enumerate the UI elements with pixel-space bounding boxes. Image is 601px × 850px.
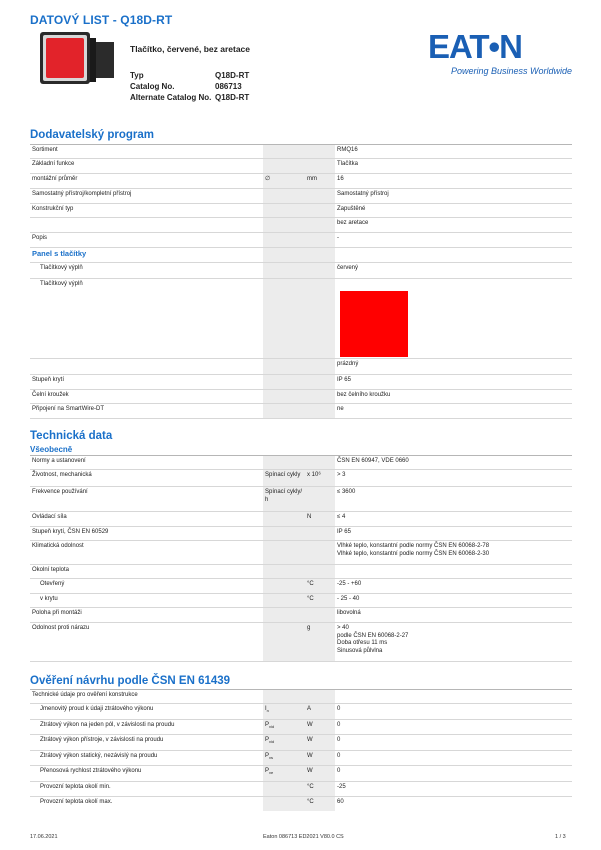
row-value: červený xyxy=(337,265,359,271)
row-value: Zapuštěné xyxy=(337,206,366,212)
row-label: v krytu xyxy=(40,596,58,602)
table-row xyxy=(30,218,572,233)
table-row xyxy=(30,527,572,541)
row-unit xyxy=(305,279,335,358)
row-label: Tlačítkový výplň xyxy=(40,265,83,271)
row-unit xyxy=(305,359,335,374)
row-unit xyxy=(305,159,335,173)
row-symbol xyxy=(263,263,305,278)
row-unit: g xyxy=(305,623,335,661)
info-value: Q18D-RT xyxy=(215,71,250,80)
footer-doc-id: Eaton 086713 ED2021 V80.0 CS xyxy=(263,834,344,840)
row-unit xyxy=(305,690,335,703)
table-row xyxy=(30,159,572,174)
value-line: Doba otřesu 11 ms xyxy=(337,640,388,646)
row-symbol: $P_{ve}$ xyxy=(263,766,305,781)
row-value: prázdný xyxy=(337,361,359,367)
row-label: Základní funkce xyxy=(32,161,75,167)
row-value: 60 xyxy=(337,799,344,805)
logo-tagline: Powering Business Worldwide xyxy=(451,66,573,76)
row-label xyxy=(30,359,263,374)
table-row xyxy=(30,375,572,390)
table-row xyxy=(30,487,572,512)
table-row xyxy=(30,279,572,359)
row-value: 0 xyxy=(337,737,341,743)
row-unit: °C xyxy=(305,579,335,593)
row-unit xyxy=(305,263,335,278)
row-unit xyxy=(305,189,335,203)
row-unit xyxy=(305,456,335,469)
row-value: 0 xyxy=(337,753,341,759)
row-unit xyxy=(305,608,335,622)
row-value xyxy=(335,565,572,578)
row-unit xyxy=(305,218,335,232)
row-value xyxy=(335,541,572,564)
table-row xyxy=(30,623,572,662)
row-label: Jmenovitý proud k údaji ztrátového výkonu xyxy=(40,706,154,712)
row-value: -25 xyxy=(337,784,346,790)
table-row xyxy=(30,608,572,623)
row-symbol xyxy=(263,145,305,158)
table-row xyxy=(30,690,572,704)
row-unit: W xyxy=(305,751,335,765)
row-symbol xyxy=(263,248,305,262)
table-row xyxy=(30,782,572,797)
row-symbol: $P_{vid}$ xyxy=(263,735,305,750)
row-value: 16 xyxy=(337,176,344,182)
row-unit: °C xyxy=(305,797,335,811)
row-label: Životnost, mechanická xyxy=(32,472,92,478)
footer-date: 17.06.2021 xyxy=(30,834,58,840)
row-symbol xyxy=(263,579,305,593)
row-label: Stupeň krytí, ČSN EN 60529 xyxy=(32,529,109,535)
row-unit: °C xyxy=(305,594,335,607)
row-label: Frekvence používání xyxy=(32,489,88,495)
row-label: Okolní teplota xyxy=(32,567,70,573)
row-value xyxy=(335,248,572,262)
row-value: - 25 - 40 xyxy=(337,596,360,602)
row-value: ≤ 3600 xyxy=(337,489,356,495)
row-label: Ztrátový výkon přístroje, v závislosti na proudu xyxy=(40,737,164,743)
section-title-technical: Technická data xyxy=(30,430,113,442)
section-title-supplier: Dodavatelský program xyxy=(30,129,154,141)
footer-page-number: 1 / 3 xyxy=(555,834,566,840)
section-title-verification: Ověření návrhu podle ČSN EN 61439 xyxy=(30,675,231,687)
row-symbol xyxy=(263,204,305,217)
row-label: Ztrátový výkon na jeden pól, v závislosti na proudu xyxy=(40,722,175,728)
row-symbol xyxy=(263,233,305,247)
table-row xyxy=(30,751,572,766)
product-description: Tlačítko, červené, bez aretace xyxy=(130,44,251,54)
row-label: Připojení na SmartWire-DT xyxy=(32,406,105,412)
row-value: libovolná xyxy=(337,610,361,616)
row-unit xyxy=(305,233,335,247)
row-label: Provozní teplota okolí max. xyxy=(40,799,113,805)
row-symbol xyxy=(263,608,305,622)
value-line: Sinusová půlvlna xyxy=(337,647,383,654)
row-label: Samostatný přístroj/kompletní přístroj xyxy=(32,191,132,197)
row-unit xyxy=(305,527,335,540)
row-unit: mm xyxy=(305,174,335,188)
row-value: 0 xyxy=(337,768,341,774)
row-symbol xyxy=(263,565,305,578)
table-row xyxy=(30,594,572,608)
row-value: bez čelního kroužku xyxy=(337,392,391,398)
row-unit xyxy=(305,204,335,217)
row-label: Otevřený xyxy=(40,581,65,587)
table-row xyxy=(30,470,572,487)
row-value: 0 xyxy=(337,722,341,728)
row-label xyxy=(30,218,263,232)
row-symbol xyxy=(263,359,305,374)
row-symbol xyxy=(263,390,305,403)
info-key: Typ xyxy=(130,71,144,80)
row-value: > 3 xyxy=(337,472,346,478)
row-symbol xyxy=(263,623,305,661)
row-value: 0 xyxy=(337,706,341,712)
value-line: > 40 xyxy=(337,625,349,631)
row-value: Tlačítka xyxy=(337,161,359,167)
row-symbol: ∅ xyxy=(263,174,305,188)
product-image xyxy=(38,30,116,88)
row-unit: x 10⁶ xyxy=(305,470,335,486)
row-unit: W xyxy=(305,735,335,750)
row-symbol xyxy=(263,782,305,796)
table-row xyxy=(30,248,572,263)
row-unit: A xyxy=(305,704,335,719)
row-symbol xyxy=(263,541,305,564)
row-label: Sortiment xyxy=(32,147,58,153)
table-row xyxy=(30,359,572,375)
row-label: Tlačítkový výplň xyxy=(40,281,83,287)
row-symbol xyxy=(263,456,305,469)
row-unit xyxy=(305,248,335,262)
row-label: montážní průměr xyxy=(32,176,78,182)
row-value: ČSN EN 60947, VDE 0660 xyxy=(337,458,409,464)
row-label: Popis xyxy=(32,235,48,241)
table-row xyxy=(30,541,572,565)
row-unit xyxy=(305,390,335,403)
row-label: Poloha při montáži xyxy=(32,610,82,616)
info-value: 086713 xyxy=(215,82,242,91)
row-symbol: $P_{vid}$ xyxy=(263,720,305,734)
row-label: Stupeň krytí xyxy=(32,377,65,383)
row-label: Ovládací síla xyxy=(32,514,67,520)
table-row xyxy=(30,735,572,751)
row-symbol xyxy=(263,594,305,607)
row-symbol: Spínací cykly/ h xyxy=(263,487,308,511)
table-row xyxy=(30,174,572,189)
row-label: Klimatická odolnost xyxy=(32,543,84,549)
row-unit xyxy=(305,541,335,564)
row-symbol xyxy=(263,690,305,703)
table-row xyxy=(30,766,572,782)
row-symbol xyxy=(263,797,305,811)
row-label: Přenosová rychlost ztrátového výkonu xyxy=(40,768,142,774)
table-row xyxy=(30,704,572,720)
row-unit xyxy=(305,565,335,578)
row-unit: W xyxy=(305,720,335,734)
row-unit xyxy=(305,404,335,418)
row-value: IP 65 xyxy=(337,529,351,535)
table-row xyxy=(30,579,572,594)
color-swatch xyxy=(340,291,408,357)
table-row xyxy=(30,189,572,204)
table-row xyxy=(30,233,572,248)
row-label: Odolnost proti nárazu xyxy=(32,625,90,631)
row-unit: °C xyxy=(305,782,335,796)
value-line: Vlhké teplo, konstantní podle normy ČSN EN 60068-2-30 xyxy=(337,550,490,557)
row-value: bez aretace xyxy=(337,220,369,226)
row-symbol xyxy=(263,218,305,232)
info-key: Catalog No. xyxy=(130,82,175,91)
table-row xyxy=(30,145,572,159)
row-label: Provozní teplota okolí min. xyxy=(40,784,111,790)
row-value xyxy=(335,690,572,703)
row-label: Čelní kroužek xyxy=(32,392,69,398)
table-row xyxy=(30,390,572,404)
value-line: Vlhké teplo, konstantní podle normy ČSN EN 60068-2-78 xyxy=(337,543,490,549)
document-title: DATOVÝ LIST - Q18D-RT xyxy=(30,13,173,27)
panel-subtitle: Panel s tlačítky xyxy=(32,249,87,258)
product-info xyxy=(130,70,275,103)
value-line: podle ČSN EN 60068-2-27 xyxy=(337,632,409,639)
row-value: ne xyxy=(337,406,344,412)
row-symbol xyxy=(263,512,305,526)
subsection-title-general: Všeobecně xyxy=(30,445,73,454)
table-row xyxy=(30,720,572,735)
row-symbol xyxy=(263,404,305,418)
logo-wordmark: EAT•N xyxy=(428,28,522,65)
row-value: -25 - +60 xyxy=(337,581,362,587)
row-unit: N xyxy=(305,512,335,526)
table-row xyxy=(30,456,572,470)
table-row xyxy=(30,512,572,527)
row-symbol xyxy=(263,375,305,389)
row-symbol xyxy=(263,159,305,173)
info-key: Alternate Catalog No. xyxy=(130,93,212,102)
row-label: Konstrukční typ xyxy=(32,206,74,212)
info-value: Q18D-RT xyxy=(215,93,250,102)
row-symbol: Spínací cykly xyxy=(263,470,305,486)
row-symbol xyxy=(263,279,305,358)
table-row xyxy=(30,797,572,811)
row-label: Technické údaje pro ověření konstrukce xyxy=(32,692,138,698)
row-value: Samostatný přístroj xyxy=(337,191,389,197)
row-label: Normy a ustanovení xyxy=(32,458,86,464)
row-unit xyxy=(305,487,335,511)
row-value: - xyxy=(337,235,339,241)
table-row xyxy=(30,204,572,218)
row-symbol xyxy=(263,189,305,203)
row-value xyxy=(335,623,572,661)
row-unit xyxy=(305,145,335,158)
row-label: Ztrátový výkon statický, nezávislý na proudu xyxy=(40,753,158,759)
table-row xyxy=(30,404,572,419)
table-row xyxy=(30,263,572,279)
row-value: IP 65 xyxy=(337,377,351,383)
row-unit: W xyxy=(305,766,335,781)
row-symbol: $I_n$ xyxy=(263,704,305,719)
row-value: RMQ16 xyxy=(337,147,358,153)
table-row xyxy=(30,565,572,579)
row-symbol xyxy=(263,527,305,540)
row-unit xyxy=(305,375,335,389)
row-value: ≤ 4 xyxy=(337,514,346,520)
row-symbol: $P_{vs}$ xyxy=(263,751,305,765)
